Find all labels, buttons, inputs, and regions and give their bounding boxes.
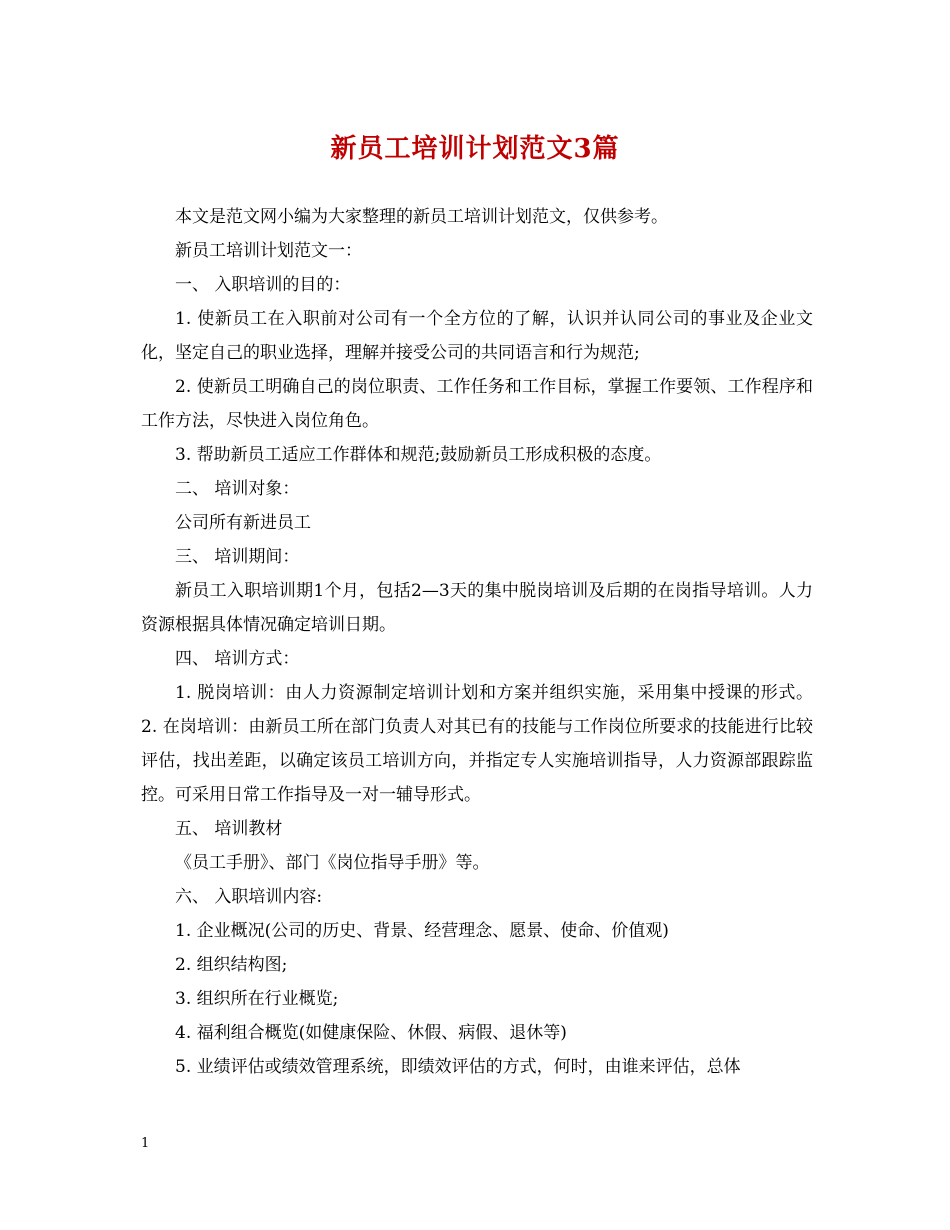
paragraph: 2. 使新员工明确自己的岗位职责、工作任务和工作目标，掌握工作要领、工作程序和工作方法，尽快进入岗位角色。 xyxy=(141,377,813,431)
section-heading: 五、 培训教材 xyxy=(175,819,283,839)
list-item: 4. 福利组合概览(如健康保险、休假、病假、退休等) xyxy=(175,1023,567,1043)
paragraph: 公司所有新进员工 xyxy=(175,513,311,533)
list-item: 5. 业绩评估或绩效管理系统，即绩效评估的方式，何时，由谁来评估，总体 xyxy=(175,1057,741,1077)
section-heading: 二、 培训对象： xyxy=(175,479,300,499)
paragraph: 3. 帮助新员工适应工作群体和规范;鼓励新员工形成积极的态度。 xyxy=(175,445,662,465)
list-item: 1. 企业概况(公司的历史、背景、经营理念、愿景、使命、价值观) xyxy=(175,921,669,941)
document-body xyxy=(141,200,813,1084)
section-heading: 三、 培训期间： xyxy=(175,547,300,567)
list-item: 2. 组织结构图; xyxy=(175,955,288,975)
paragraph: 1. 脱岗培训：由人力资源制定培训计划和方案并组织实施，采用集中授课的形式。 2. 在岗培训：由新员工所在部门负责人对其已有的技能与工作岗位所要求的技能进行比较评估，找出差距，以确定该员工培训方向，并指定专人实施培训指导，人力资源部跟踪监控。可采用日常工作指导及一对一辅导形式。 xyxy=(141,683,813,805)
paragraph: 本文是范文网小编为大家整理的新员工培训计划范文，仅供参考。 xyxy=(175,207,668,227)
paragraph: 1. 使新员工在入职前对公司有一个全方位的了解，认识并认同公司的事业及企业文化，坚定自己的职业选择，理解并接受公司的共同语言和行为规范; xyxy=(141,309,813,363)
paragraph: 新员工入职培训期1个月，包括2—3天的集中脱岗培训及后期的在岗指导培训。人力资源根据具体情况确定培训日期。 xyxy=(141,581,813,635)
list-item: 3. 组织所在行业概览; xyxy=(175,989,339,1009)
document-title: 新员工培训计划范文3篇 xyxy=(330,134,620,164)
paragraph: 新员工培训计划范文一： xyxy=(175,241,362,261)
paragraph: 《员工手册》、部门《岗位指导手册》等。 xyxy=(175,853,490,873)
page-number: 1 xyxy=(141,1136,150,1151)
section-heading: 六、 入职培训内容: xyxy=(175,887,323,907)
section-heading: 一、 入职培训的目的： xyxy=(175,275,351,295)
section-heading: 四、 培训方式： xyxy=(175,649,300,669)
